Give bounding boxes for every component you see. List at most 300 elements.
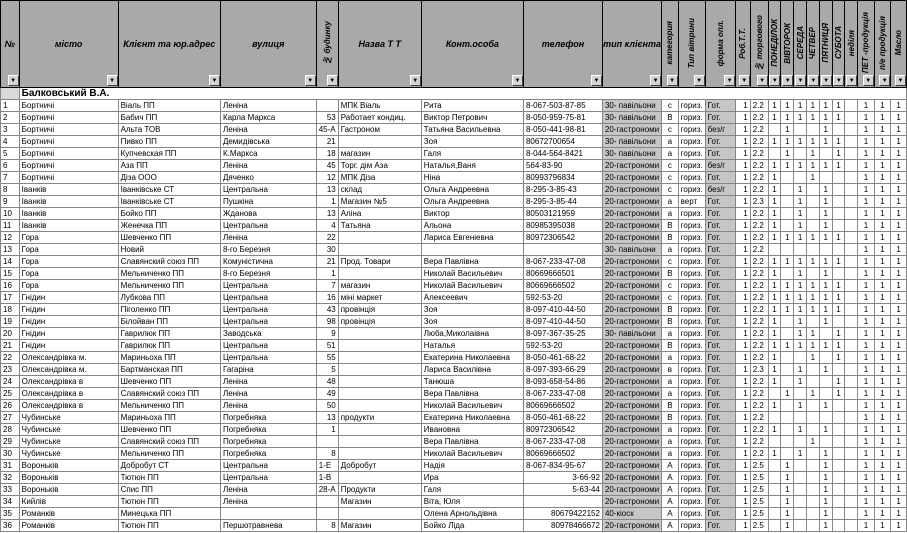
cell-vitr[interactable]: гориз. xyxy=(678,184,705,196)
cell-rob[interactable]: 1 xyxy=(736,484,751,496)
cell-phone[interactable] xyxy=(523,244,602,256)
cell-contact[interactable]: Ивановна xyxy=(421,424,523,436)
cell-vitr[interactable]: гориз. xyxy=(678,232,705,244)
cell-mon[interactable]: 1 xyxy=(768,364,781,376)
filter-button-maslo[interactable]: ▼ xyxy=(895,75,906,86)
cell-pay[interactable]: Гот. xyxy=(705,508,735,520)
cell-contact[interactable]: Вера Павлівна xyxy=(421,388,523,400)
cell-sun[interactable] xyxy=(845,448,858,460)
cell-sat[interactable] xyxy=(832,424,845,436)
cell-num[interactable]: 23 xyxy=(1,364,20,376)
cell-wed[interactable] xyxy=(794,472,807,484)
cell-sat[interactable]: 1 xyxy=(832,376,845,388)
cell-client[interactable]: Іванківське СТ xyxy=(118,196,220,208)
cell-street[interactable]: Леніна xyxy=(220,496,316,508)
cell-client[interactable]: Мельниченко ПП xyxy=(118,268,220,280)
cell-mon[interactable]: 1 xyxy=(768,352,781,364)
cell-num[interactable]: 12 xyxy=(1,232,20,244)
filter-button-tt[interactable]: ▼ xyxy=(410,75,421,86)
cell-pf[interactable]: 1 xyxy=(874,280,891,292)
cell-tue[interactable] xyxy=(781,316,794,328)
cell-tue[interactable]: 1 xyxy=(781,388,794,400)
cell-tue[interactable]: 1 xyxy=(781,280,794,292)
cell-client[interactable]: Гаврилюк ПП xyxy=(118,328,220,340)
cell-pf[interactable]: 1 xyxy=(874,100,891,112)
cell-rob[interactable]: 1 xyxy=(736,100,751,112)
cell-mon[interactable] xyxy=(768,148,781,160)
cell-street[interactable]: Центральна xyxy=(220,220,316,232)
cell-pet[interactable]: 1 xyxy=(858,376,875,388)
cell-client[interactable]: Славянский союз ПП xyxy=(118,388,220,400)
cell-thu[interactable]: 1 xyxy=(807,100,820,112)
cell-wed[interactable]: 1 xyxy=(794,328,807,340)
cell-contact[interactable]: Николай Васильевич xyxy=(421,280,523,292)
cell-bld[interactable] xyxy=(316,508,338,520)
cell-mon[interactable] xyxy=(768,436,781,448)
cell-tt[interactable]: Добробут xyxy=(338,460,421,472)
cell-maslo[interactable]: 1 xyxy=(891,484,907,496)
cell-maslo[interactable]: 1 xyxy=(891,388,907,400)
cell-pay[interactable]: Гот. xyxy=(705,400,735,412)
cell-torg[interactable]: 2.5 xyxy=(750,472,768,484)
cell-street[interactable]: Центральна xyxy=(220,460,316,472)
cell-phone[interactable]: 8-295-3-85-43 xyxy=(523,184,602,196)
cell-wed[interactable]: 1 xyxy=(794,160,807,172)
cell-cat[interactable]: А xyxy=(662,508,679,520)
cell-num[interactable]: 2 xyxy=(1,112,20,124)
cell-pet[interactable]: 1 xyxy=(858,112,875,124)
cell-sat[interactable] xyxy=(832,364,845,376)
cell-vitr[interactable]: гориз. xyxy=(678,136,705,148)
cell-type[interactable]: 20-гастрономи xyxy=(602,352,661,364)
cell-rob[interactable]: 1 xyxy=(736,364,751,376)
cell-tt[interactable] xyxy=(338,352,421,364)
cell-tt[interactable] xyxy=(338,244,421,256)
cell-city[interactable]: Бортничі xyxy=(19,148,118,160)
cell-thu[interactable] xyxy=(807,268,820,280)
filter-button-tue[interactable]: ▼ xyxy=(782,75,793,86)
cell-maslo[interactable]: 1 xyxy=(891,316,907,328)
cell-type[interactable]: 20-гастрономи xyxy=(602,256,661,268)
cell-bld[interactable]: 7 xyxy=(316,280,338,292)
cell-sun[interactable] xyxy=(845,340,858,352)
cell-tt[interactable]: Гастроном xyxy=(338,124,421,136)
cell-rob[interactable]: 1 xyxy=(736,196,751,208)
cell-contact[interactable]: Рита xyxy=(421,100,523,112)
cell-sun[interactable] xyxy=(845,148,858,160)
cell-maslo[interactable]: 1 xyxy=(891,160,907,172)
cell-vitr[interactable]: гориз. xyxy=(678,268,705,280)
cell-tue[interactable]: 1 xyxy=(781,472,794,484)
cell-fri[interactable]: 1 xyxy=(819,364,832,376)
cell-torg[interactable]: 2.5 xyxy=(750,508,768,520)
cell-pay[interactable]: без/г xyxy=(705,124,735,136)
cell-client[interactable]: Шевченко ПП xyxy=(118,376,220,388)
cell-street[interactable]: Жданова xyxy=(220,208,316,220)
cell-bld[interactable]: 1-В xyxy=(316,472,338,484)
filter-button-type[interactable]: ▼ xyxy=(650,75,661,86)
cell-pf[interactable]: 1 xyxy=(874,304,891,316)
cell-contact[interactable]: Ольга Андреевна xyxy=(421,196,523,208)
cell-maslo[interactable]: 1 xyxy=(891,208,907,220)
cell-tt[interactable] xyxy=(338,388,421,400)
cell-client[interactable]: Альта ТОВ xyxy=(118,124,220,136)
cell-client[interactable]: Бабич ПП xyxy=(118,112,220,124)
cell-maslo[interactable]: 1 xyxy=(891,400,907,412)
cell-maslo[interactable]: 1 xyxy=(891,148,907,160)
cell-client[interactable]: Мариньоха ПП xyxy=(118,352,220,364)
cell-torg[interactable]: 2.2 xyxy=(750,268,768,280)
cell-tue[interactable]: 1 xyxy=(781,460,794,472)
cell-city[interactable]: Чубинське xyxy=(19,412,118,424)
cell-tue[interactable]: 1 xyxy=(781,124,794,136)
cell-city[interactable]: Чубинське xyxy=(19,436,118,448)
cell-maslo[interactable]: 1 xyxy=(891,268,907,280)
cell-contact[interactable]: Танюша xyxy=(421,376,523,388)
cell-phone[interactable]: 8-050-461-68-22 xyxy=(523,412,602,424)
cell-type[interactable]: 20-гастрономи xyxy=(602,280,661,292)
cell-street[interactable]: Погребняка xyxy=(220,424,316,436)
cell-pet[interactable]: 1 xyxy=(858,424,875,436)
cell-sat[interactable]: 1 xyxy=(832,352,845,364)
cell-tt[interactable] xyxy=(338,508,421,520)
cell-pay[interactable]: Гот. xyxy=(705,340,735,352)
cell-pet[interactable]: 1 xyxy=(858,304,875,316)
cell-sat[interactable] xyxy=(832,124,845,136)
cell-cat[interactable]: а xyxy=(662,244,679,256)
cell-bld[interactable]: 1 xyxy=(316,424,338,436)
cell-wed[interactable] xyxy=(794,388,807,400)
cell-mon[interactable]: 1 xyxy=(768,424,781,436)
cell-mon[interactable]: 1 xyxy=(768,232,781,244)
cell-maslo[interactable]: 1 xyxy=(891,232,907,244)
cell-pf[interactable]: 1 xyxy=(874,496,891,508)
cell-fri[interactable] xyxy=(819,328,832,340)
cell-num[interactable]: 16 xyxy=(1,280,20,292)
cell-city[interactable]: Романків xyxy=(19,520,118,532)
cell-pay[interactable]: Гот. xyxy=(705,424,735,436)
cell-mon[interactable] xyxy=(768,472,781,484)
cell-pet[interactable]: 1 xyxy=(858,460,875,472)
cell-tt[interactable]: Продукти xyxy=(338,484,421,496)
cell-torg[interactable]: 2.2 xyxy=(750,388,768,400)
cell-phone[interactable]: 80503121959 xyxy=(523,208,602,220)
cell-cat[interactable]: с xyxy=(662,292,679,304)
cell-pay[interactable]: Гот. xyxy=(705,112,735,124)
cell-pf[interactable]: 1 xyxy=(874,208,891,220)
cell-sat[interactable] xyxy=(832,472,845,484)
cell-vitr[interactable]: верт xyxy=(678,196,705,208)
cell-num[interactable]: 26 xyxy=(1,400,20,412)
filter-button-fri[interactable]: ▼ xyxy=(821,75,832,86)
cell-tue[interactable] xyxy=(781,328,794,340)
cell-fri[interactable] xyxy=(819,436,832,448)
cell-phone[interactable]: 8-067-233-47-08 xyxy=(523,256,602,268)
cell-street[interactable]: Центральна xyxy=(220,184,316,196)
cell-street[interactable]: Леніна xyxy=(220,100,316,112)
cell-pet[interactable]: 1 xyxy=(858,220,875,232)
cell-sat[interactable]: 1 xyxy=(832,304,845,316)
cell-pet[interactable]: 1 xyxy=(858,496,875,508)
cell-fri[interactable] xyxy=(819,244,832,256)
cell-phone[interactable]: 8-050-461-68-22 xyxy=(523,352,602,364)
cell-mon[interactable]: 1 xyxy=(768,136,781,148)
cell-pf[interactable]: 1 xyxy=(874,220,891,232)
cell-bld[interactable]: 43 xyxy=(316,304,338,316)
cell-cat[interactable]: В xyxy=(662,220,679,232)
cell-sun[interactable] xyxy=(845,400,858,412)
cell-tt[interactable] xyxy=(338,424,421,436)
cell-bld[interactable]: 53 xyxy=(316,112,338,124)
cell-bld[interactable]: 1-Е xyxy=(316,460,338,472)
cell-cat[interactable]: а xyxy=(662,328,679,340)
cell-tt[interactable]: Магазин xyxy=(338,520,421,532)
cell-type[interactable]: 20-гастрономи xyxy=(602,484,661,496)
cell-pay[interactable]: Гот. xyxy=(705,388,735,400)
cell-thu[interactable]: 1 xyxy=(807,280,820,292)
cell-fri[interactable]: 1 xyxy=(819,316,832,328)
cell-street[interactable]: Першотравнева xyxy=(220,520,316,532)
cell-cat[interactable]: В xyxy=(662,268,679,280)
cell-fri[interactable]: 1 xyxy=(819,520,832,532)
cell-maslo[interactable]: 1 xyxy=(891,412,907,424)
cell-num[interactable]: 28 xyxy=(1,424,20,436)
cell-vitr[interactable]: гориз. xyxy=(678,460,705,472)
cell-phone[interactable]: 8-067-233-47-08 xyxy=(523,388,602,400)
cell-wed[interactable] xyxy=(794,460,807,472)
cell-tt[interactable] xyxy=(338,232,421,244)
cell-thu[interactable] xyxy=(807,460,820,472)
cell-type[interactable]: 20-гастрономи xyxy=(602,184,661,196)
cell-sat[interactable] xyxy=(832,184,845,196)
cell-pf[interactable]: 1 xyxy=(874,196,891,208)
cell-fri[interactable]: 1 xyxy=(819,448,832,460)
cell-torg[interactable]: 2.2 xyxy=(750,124,768,136)
cell-vitr[interactable]: гориз. xyxy=(678,256,705,268)
cell-contact[interactable]: Николай Васильевич xyxy=(421,400,523,412)
cell-contact[interactable]: Ніна xyxy=(421,172,523,184)
cell-wed[interactable] xyxy=(794,352,807,364)
cell-pet[interactable]: 1 xyxy=(858,196,875,208)
cell-client[interactable]: Бойко ПП xyxy=(118,208,220,220)
cell-torg[interactable]: 2.2 xyxy=(750,148,768,160)
cell-wed[interactable] xyxy=(794,124,807,136)
cell-vitr[interactable]: гориз. xyxy=(678,340,705,352)
cell-cat[interactable]: с xyxy=(662,280,679,292)
cell-rob[interactable]: 1 xyxy=(736,148,751,160)
cell-city[interactable]: Олександрівка в xyxy=(19,376,118,388)
cell-mon[interactable]: 1 xyxy=(768,256,781,268)
cell-contact[interactable]: Альона xyxy=(421,220,523,232)
cell-tue[interactable]: 1 xyxy=(781,148,794,160)
cell-phone[interactable]: 80985395038 xyxy=(523,220,602,232)
cell-pet[interactable]: 1 xyxy=(858,124,875,136)
cell-torg[interactable]: 2.5 xyxy=(750,460,768,472)
cell-vitr[interactable]: гориз. xyxy=(678,304,705,316)
cell-rob[interactable]: 1 xyxy=(736,508,751,520)
cell-bld[interactable]: 30 xyxy=(316,244,338,256)
cell-contact[interactable]: Екатерина Николаевна xyxy=(421,352,523,364)
cell-sat[interactable]: 1 xyxy=(832,280,845,292)
cell-sat[interactable]: 1 xyxy=(832,328,845,340)
cell-rob[interactable]: 1 xyxy=(736,184,751,196)
cell-tt[interactable]: провінція xyxy=(338,316,421,328)
cell-mon[interactable] xyxy=(768,496,781,508)
cell-tue[interactable]: 1 xyxy=(781,136,794,148)
cell-street[interactable]: Комуністична xyxy=(220,256,316,268)
cell-torg[interactable]: 2.2 xyxy=(750,304,768,316)
cell-type[interactable]: 20-гастрономи xyxy=(602,412,661,424)
cell-mon[interactable]: 1 xyxy=(768,112,781,124)
cell-pay[interactable]: Гот. xyxy=(705,232,735,244)
cell-bld[interactable]: 55 xyxy=(316,352,338,364)
cell-contact[interactable]: Николай Васильевич xyxy=(421,268,523,280)
cell-pay[interactable]: Гот. xyxy=(705,460,735,472)
cell-num[interactable]: 30 xyxy=(1,448,20,460)
cell-sun[interactable] xyxy=(845,160,858,172)
cell-street[interactable]: Дяченко xyxy=(220,172,316,184)
cell-vitr[interactable]: гориз. xyxy=(678,280,705,292)
cell-mon[interactable]: 1 xyxy=(768,448,781,460)
cell-sat[interactable] xyxy=(832,172,845,184)
cell-maslo[interactable]: 1 xyxy=(891,364,907,376)
cell-pf[interactable]: 1 xyxy=(874,520,891,532)
cell-tue[interactable] xyxy=(781,220,794,232)
cell-city[interactable]: Вороньків xyxy=(19,472,118,484)
cell-pay[interactable]: Гот. xyxy=(705,448,735,460)
cell-tt[interactable]: МПК Віаль xyxy=(338,100,421,112)
filter-button-num[interactable]: ▼ xyxy=(8,75,19,86)
cell-mon[interactable] xyxy=(768,484,781,496)
filter-button-pay[interactable]: ▼ xyxy=(724,75,735,86)
cell-rob[interactable]: 1 xyxy=(736,376,751,388)
cell-pf[interactable]: 1 xyxy=(874,376,891,388)
cell-client[interactable]: Женечка ПП xyxy=(118,220,220,232)
cell-mon[interactable]: 1 xyxy=(768,328,781,340)
filter-button-cat[interactable]: ▼ xyxy=(667,75,678,86)
cell-maslo[interactable]: 1 xyxy=(891,508,907,520)
cell-sat[interactable] xyxy=(832,412,845,424)
cell-rob[interactable]: 1 xyxy=(736,424,751,436)
cell-mon[interactable]: 1 xyxy=(768,280,781,292)
cell-type[interactable]: 20-гастрономи xyxy=(602,172,661,184)
cell-torg[interactable]: 2.2 xyxy=(750,112,768,124)
cell-tt[interactable]: Торг. дім Аза xyxy=(338,160,421,172)
cell-cat[interactable]: В xyxy=(662,412,679,424)
cell-client[interactable]: Мельниченко ПП xyxy=(118,280,220,292)
cell-type[interactable]: 30- павільони xyxy=(602,136,661,148)
cell-street[interactable]: Погребняка xyxy=(220,436,316,448)
cell-tt[interactable] xyxy=(338,448,421,460)
cell-torg[interactable]: 2.2 xyxy=(750,448,768,460)
cell-pf[interactable]: 1 xyxy=(874,172,891,184)
cell-contact[interactable]: Лариса Евгеніевна xyxy=(421,232,523,244)
cell-sat[interactable] xyxy=(832,484,845,496)
cell-sat[interactable]: 1 xyxy=(832,256,845,268)
cell-maslo[interactable]: 1 xyxy=(891,124,907,136)
cell-mon[interactable] xyxy=(768,412,781,424)
cell-street[interactable]: Центральна xyxy=(220,304,316,316)
cell-cat[interactable]: с xyxy=(662,172,679,184)
cell-bld[interactable]: 45 xyxy=(316,160,338,172)
cell-client[interactable]: Мельниченко ПП xyxy=(118,448,220,460)
cell-tt[interactable]: Работает кондиц. xyxy=(338,112,421,124)
cell-pf[interactable]: 1 xyxy=(874,412,891,424)
cell-pay[interactable]: Гот. xyxy=(705,172,735,184)
cell-fri[interactable]: 1 xyxy=(819,340,832,352)
cell-thu[interactable] xyxy=(807,400,820,412)
cell-type[interactable]: 30- павільони xyxy=(602,112,661,124)
cell-vitr[interactable]: гориз. xyxy=(678,484,705,496)
cell-tt[interactable]: провінція xyxy=(338,304,421,316)
cell-pf[interactable]: 1 xyxy=(874,244,891,256)
cell-tue[interactable] xyxy=(781,196,794,208)
cell-pet[interactable]: 1 xyxy=(858,508,875,520)
cell-sun[interactable] xyxy=(845,520,858,532)
cell-cat[interactable]: а xyxy=(662,196,679,208)
cell-type[interactable]: 30- павільони xyxy=(602,100,661,112)
cell-maslo[interactable]: 1 xyxy=(891,220,907,232)
cell-pf[interactable]: 1 xyxy=(874,292,891,304)
cell-phone[interactable]: 8-067-503-87-85 xyxy=(523,100,602,112)
cell-num[interactable]: 8 xyxy=(1,184,20,196)
cell-torg[interactable]: 2.2 xyxy=(750,256,768,268)
cell-fri[interactable]: 1 xyxy=(819,160,832,172)
cell-pf[interactable]: 1 xyxy=(874,256,891,268)
cell-contact[interactable]: Галя xyxy=(421,148,523,160)
cell-wed[interactable]: 1 xyxy=(794,112,807,124)
cell-torg[interactable]: 2.2 xyxy=(750,208,768,220)
cell-tt[interactable]: Прод. Товари xyxy=(338,256,421,268)
cell-tue[interactable] xyxy=(781,436,794,448)
cell-phone[interactable]: 80669666502 xyxy=(523,448,602,460)
cell-sun[interactable] xyxy=(845,460,858,472)
cell-thu[interactable] xyxy=(807,412,820,424)
cell-client[interactable]: Купчевская ПП xyxy=(118,148,220,160)
cell-num[interactable]: 24 xyxy=(1,376,20,388)
cell-pay[interactable]: Гот. xyxy=(705,220,735,232)
cell-tt[interactable]: Магазин №5 xyxy=(338,196,421,208)
cell-tue[interactable]: 1 xyxy=(781,160,794,172)
cell-street[interactable]: Центральна xyxy=(220,340,316,352)
cell-wed[interactable]: 1 xyxy=(794,220,807,232)
cell-tt[interactable]: Магазин xyxy=(338,496,421,508)
cell-bld[interactable]: 51 xyxy=(316,340,338,352)
cell-maslo[interactable]: 1 xyxy=(891,112,907,124)
cell-pay[interactable]: Гот. xyxy=(705,280,735,292)
cell-pet[interactable]: 1 xyxy=(858,328,875,340)
cell-street[interactable]: Центральна xyxy=(220,352,316,364)
cell-fri[interactable]: 1 xyxy=(819,220,832,232)
cell-pf[interactable]: 1 xyxy=(874,184,891,196)
cell-phone[interactable]: 80672700654 xyxy=(523,136,602,148)
cell-pet[interactable]: 1 xyxy=(858,292,875,304)
cell-mon[interactable]: 1 xyxy=(768,184,781,196)
cell-mon[interactable]: 1 xyxy=(768,268,781,280)
cell-street[interactable]: Демидівська xyxy=(220,136,316,148)
cell-cat[interactable]: А xyxy=(662,460,679,472)
cell-torg[interactable]: 2.2 xyxy=(750,160,768,172)
cell-pay[interactable]: Гот. xyxy=(705,136,735,148)
cell-cat[interactable]: В xyxy=(662,340,679,352)
cell-rob[interactable]: 1 xyxy=(736,268,751,280)
filter-button-mon[interactable]: ▼ xyxy=(769,75,780,86)
cell-rob[interactable]: 1 xyxy=(736,160,751,172)
cell-tue[interactable]: 1 xyxy=(781,112,794,124)
cell-sun[interactable] xyxy=(845,280,858,292)
cell-pet[interactable]: 1 xyxy=(858,172,875,184)
filter-button-sat[interactable]: ▼ xyxy=(833,75,844,86)
